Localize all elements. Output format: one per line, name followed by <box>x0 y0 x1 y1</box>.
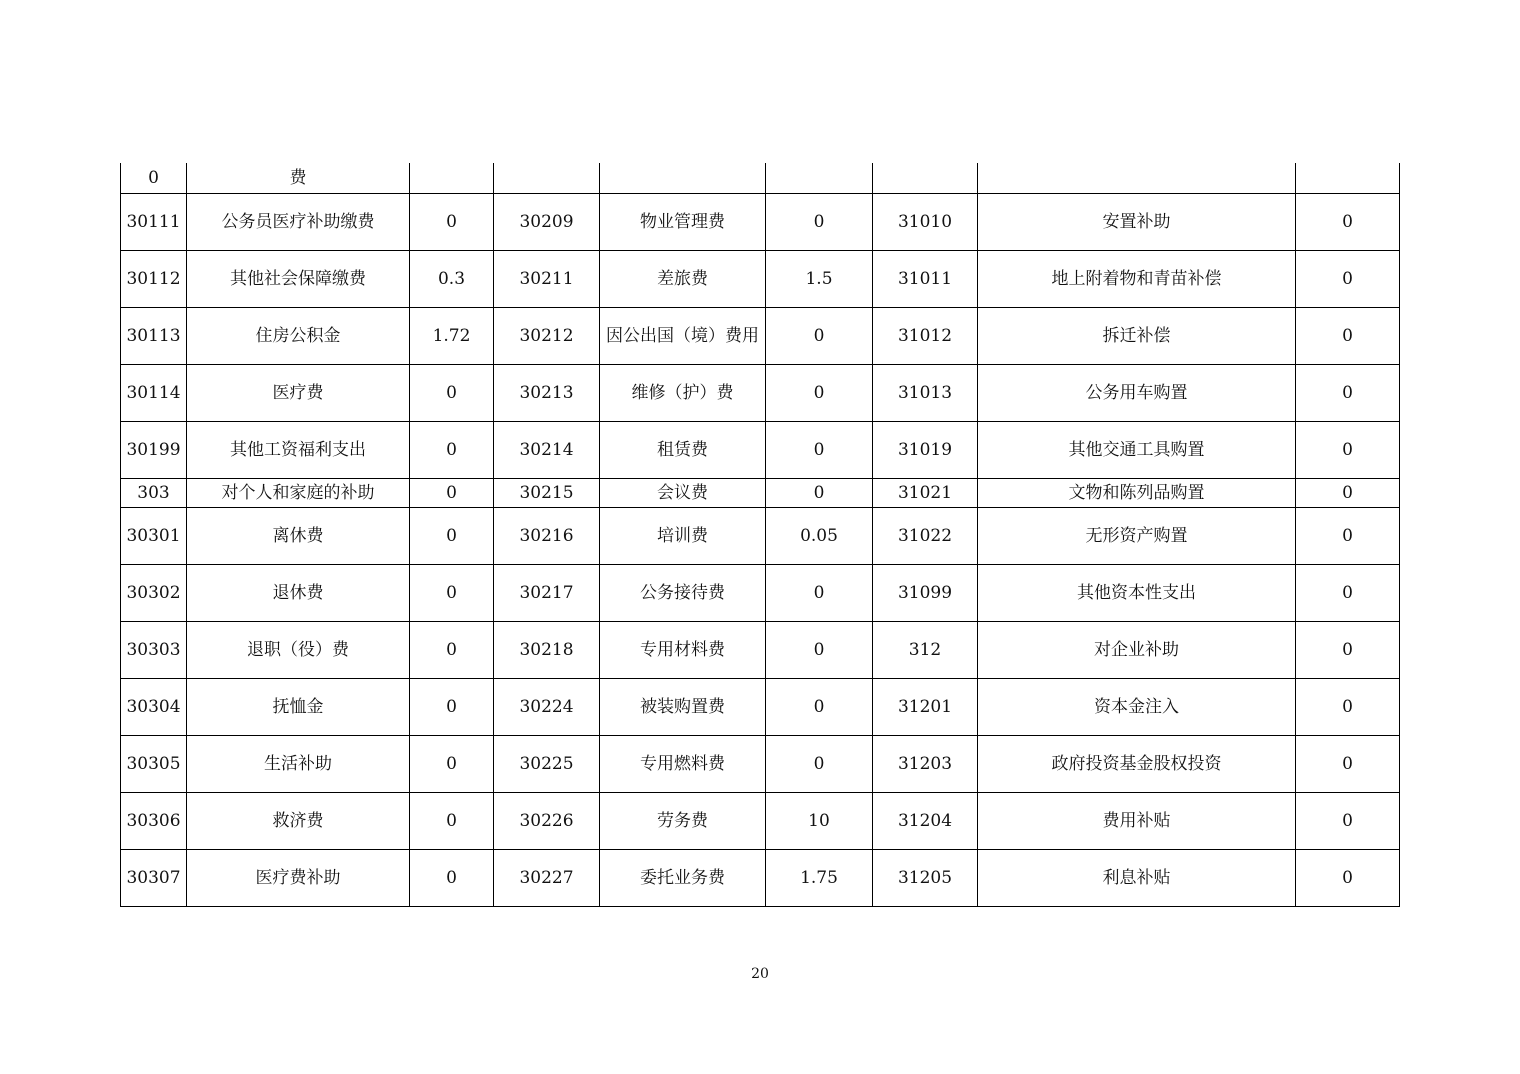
table-cell-item-amount: 0 <box>410 678 494 735</box>
table-cell-item-name: 文物和陈列品购置 <box>978 478 1296 507</box>
table-cell-item-amount: 0 <box>410 478 494 507</box>
table-cell-item-amount: 0 <box>410 849 494 906</box>
table-cell-item-code: 30111 <box>121 193 187 250</box>
table-cell-item-code: 30226 <box>494 792 600 849</box>
table-cell-item-name: 利息补贴 <box>978 849 1296 906</box>
table-cell-item-amount: 0 <box>410 621 494 678</box>
table-cell-item-name: 其他工资福利支出 <box>187 421 410 478</box>
table-cell-item-code: 30307 <box>121 849 187 906</box>
table-cell-item-name: 物业管理费 <box>600 193 766 250</box>
table-cell-item-name: 专用燃料费 <box>600 735 766 792</box>
table-row <box>121 193 1400 250</box>
table-cell-item-name: 救济费 <box>187 792 410 849</box>
table-cell-item-code: 312 <box>873 621 978 678</box>
table-cell-item-name: 公务员医疗补助缴费 <box>187 193 410 250</box>
table-cell-item-code: 30225 <box>494 735 600 792</box>
table-cell-item-name: 劳务费 <box>600 792 766 849</box>
table-cell-item-code: 30199 <box>121 421 187 478</box>
table-cell-item-name <box>978 163 1296 193</box>
table-cell-item-code: 30304 <box>121 678 187 735</box>
table-cell-item-code <box>494 163 600 193</box>
table-row <box>121 163 1400 193</box>
table-cell-item-amount: 0 <box>1296 678 1400 735</box>
table-cell-item-amount: 0 <box>1296 507 1400 564</box>
table-row <box>121 421 1400 478</box>
table-cell-item-code: 31019 <box>873 421 978 478</box>
table-row <box>121 564 1400 621</box>
table-cell-item-amount: 0 <box>766 564 873 621</box>
table-cell-item-code: 31201 <box>873 678 978 735</box>
table-cell-item-name: 资本金注入 <box>978 678 1296 735</box>
table-cell-item-code: 31012 <box>873 307 978 364</box>
table-cell-item-name: 对个人和家庭的补助 <box>187 478 410 507</box>
table-cell-item-name: 专用材料费 <box>600 621 766 678</box>
table-cell-item-name: 医疗费补助 <box>187 849 410 906</box>
table-cell-item-amount: 1.75 <box>766 849 873 906</box>
table-cell-item-code <box>873 163 978 193</box>
table-cell-item-amount: 0 <box>766 364 873 421</box>
table-cell-item-amount: 10 <box>766 792 873 849</box>
table-cell-item-code: 303 <box>121 478 187 507</box>
table-row <box>121 735 1400 792</box>
table-cell-item-amount: 1.72 <box>410 307 494 364</box>
table-cell-item-name: 安置补助 <box>978 193 1296 250</box>
page-number: 20 <box>751 966 769 982</box>
budget-table <box>120 163 1400 907</box>
table-cell-item-code: 30303 <box>121 621 187 678</box>
table-cell-item-amount: 0 <box>1296 421 1400 478</box>
table-cell-item-amount <box>766 163 873 193</box>
table-cell-item-code: 30211 <box>494 250 600 307</box>
table-cell-item-name: 公务接待费 <box>600 564 766 621</box>
table-cell-item-name: 培训费 <box>600 507 766 564</box>
table-cell-item-amount: 1.5 <box>766 250 873 307</box>
table-body <box>121 163 1400 906</box>
table-cell-item-code: 31021 <box>873 478 978 507</box>
table-cell-item-amount: 0 <box>1296 250 1400 307</box>
table-cell-item-amount: 0 <box>1296 621 1400 678</box>
table-cell-item-name: 其他社会保障缴费 <box>187 250 410 307</box>
table-cell-item-amount: 0 <box>1296 792 1400 849</box>
table-cell-item-code: 30214 <box>494 421 600 478</box>
table-cell-item-name: 其他资本性支出 <box>978 564 1296 621</box>
table-cell-item-amount: 0 <box>766 621 873 678</box>
table-row <box>121 307 1400 364</box>
table-cell-item-code: 30302 <box>121 564 187 621</box>
table-cell-item-code: 30209 <box>494 193 600 250</box>
table-cell-item-code: 31203 <box>873 735 978 792</box>
table-cell-item-code: 30215 <box>494 478 600 507</box>
table-cell-item-amount: 0 <box>410 193 494 250</box>
table-cell-item-amount: 0 <box>1296 307 1400 364</box>
table-cell-item-name: 地上附着物和青苗补偿 <box>978 250 1296 307</box>
table-cell-item-name: 因公出国（境）费用 <box>600 307 766 364</box>
table-cell-item-name: 拆迁补偿 <box>978 307 1296 364</box>
table-cell-item-name: 对企业补助 <box>978 621 1296 678</box>
table-cell-item-amount: 0 <box>766 478 873 507</box>
table-cell-item-amount <box>410 163 494 193</box>
table-cell-item-amount: 0 <box>766 678 873 735</box>
table-cell-item-code: 30217 <box>494 564 600 621</box>
table-cell-item-code: 0 <box>121 163 187 193</box>
table-cell-item-code: 30112 <box>121 250 187 307</box>
table-cell-item-name: 抚恤金 <box>187 678 410 735</box>
table-row <box>121 849 1400 906</box>
table-cell-item-code: 30212 <box>494 307 600 364</box>
table-cell-item-name: 会议费 <box>600 478 766 507</box>
table-cell-item-amount: 0 <box>766 307 873 364</box>
table-cell-item-name: 费用补贴 <box>978 792 1296 849</box>
table-cell-item-code: 30113 <box>121 307 187 364</box>
table-cell-item-code: 30218 <box>494 621 600 678</box>
table-cell-item-name: 费 <box>187 163 410 193</box>
table-cell-item-name: 差旅费 <box>600 250 766 307</box>
table-cell-item-name: 被装购置费 <box>600 678 766 735</box>
table-cell-item-code: 31013 <box>873 364 978 421</box>
table-row <box>121 364 1400 421</box>
table-cell-item-amount: 0 <box>410 735 494 792</box>
table-row <box>121 478 1400 507</box>
table-cell-item-code: 31011 <box>873 250 978 307</box>
table-cell-item-code: 31022 <box>873 507 978 564</box>
table-cell-item-amount: 0 <box>766 735 873 792</box>
table-cell-item-name: 无形资产购置 <box>978 507 1296 564</box>
table-cell-item-amount <box>1296 163 1400 193</box>
table-cell-item-amount: 0 <box>410 564 494 621</box>
table-cell-item-code: 31205 <box>873 849 978 906</box>
table-cell-item-name: 公务用车购置 <box>978 364 1296 421</box>
table-row <box>121 678 1400 735</box>
table-cell-item-code: 30306 <box>121 792 187 849</box>
table-row <box>121 792 1400 849</box>
table-cell-item-amount: 0 <box>1296 478 1400 507</box>
table-cell-item-amount: 0 <box>410 792 494 849</box>
table-cell-item-name: 住房公积金 <box>187 307 410 364</box>
table-cell-item-name: 退职（役）费 <box>187 621 410 678</box>
table-cell-item-code: 30213 <box>494 364 600 421</box>
table-cell-item-code: 30216 <box>494 507 600 564</box>
table-cell-item-amount: 0 <box>410 421 494 478</box>
table-cell-item-name: 委托业务费 <box>600 849 766 906</box>
table-cell-item-name: 维修（护）费 <box>600 364 766 421</box>
table-cell-item-code: 31010 <box>873 193 978 250</box>
table-cell-item-amount: 0 <box>1296 364 1400 421</box>
table-cell-item-code: 30301 <box>121 507 187 564</box>
table-cell-item-amount: 0 <box>1296 193 1400 250</box>
table-cell-item-amount: 0 <box>1296 735 1400 792</box>
table-row <box>121 507 1400 564</box>
table-cell-item-name: 政府投资基金股权投资 <box>978 735 1296 792</box>
table-cell-item-amount: 0.3 <box>410 250 494 307</box>
table-cell-item-amount: 0 <box>766 421 873 478</box>
table-cell-item-code: 31099 <box>873 564 978 621</box>
table-cell-item-name: 其他交通工具购置 <box>978 421 1296 478</box>
table-cell-item-name <box>600 163 766 193</box>
table-cell-item-amount: 0 <box>410 364 494 421</box>
table-cell-item-name: 离休费 <box>187 507 410 564</box>
table-cell-item-code: 30224 <box>494 678 600 735</box>
table-row <box>121 250 1400 307</box>
table-cell-item-code: 31204 <box>873 792 978 849</box>
table-cell-item-name: 生活补助 <box>187 735 410 792</box>
table-cell-item-code: 30114 <box>121 364 187 421</box>
table-cell-item-amount: 0 <box>1296 849 1400 906</box>
table-row <box>121 621 1400 678</box>
table-cell-item-amount: 0.05 <box>766 507 873 564</box>
table-cell-item-amount: 0 <box>1296 564 1400 621</box>
table-cell-item-amount: 0 <box>410 507 494 564</box>
table-cell-item-name: 医疗费 <box>187 364 410 421</box>
table-cell-item-name: 退休费 <box>187 564 410 621</box>
table-cell-item-amount: 0 <box>766 193 873 250</box>
table-cell-item-code: 30305 <box>121 735 187 792</box>
table-cell-item-code: 30227 <box>494 849 600 906</box>
table-cell-item-name: 租赁费 <box>600 421 766 478</box>
